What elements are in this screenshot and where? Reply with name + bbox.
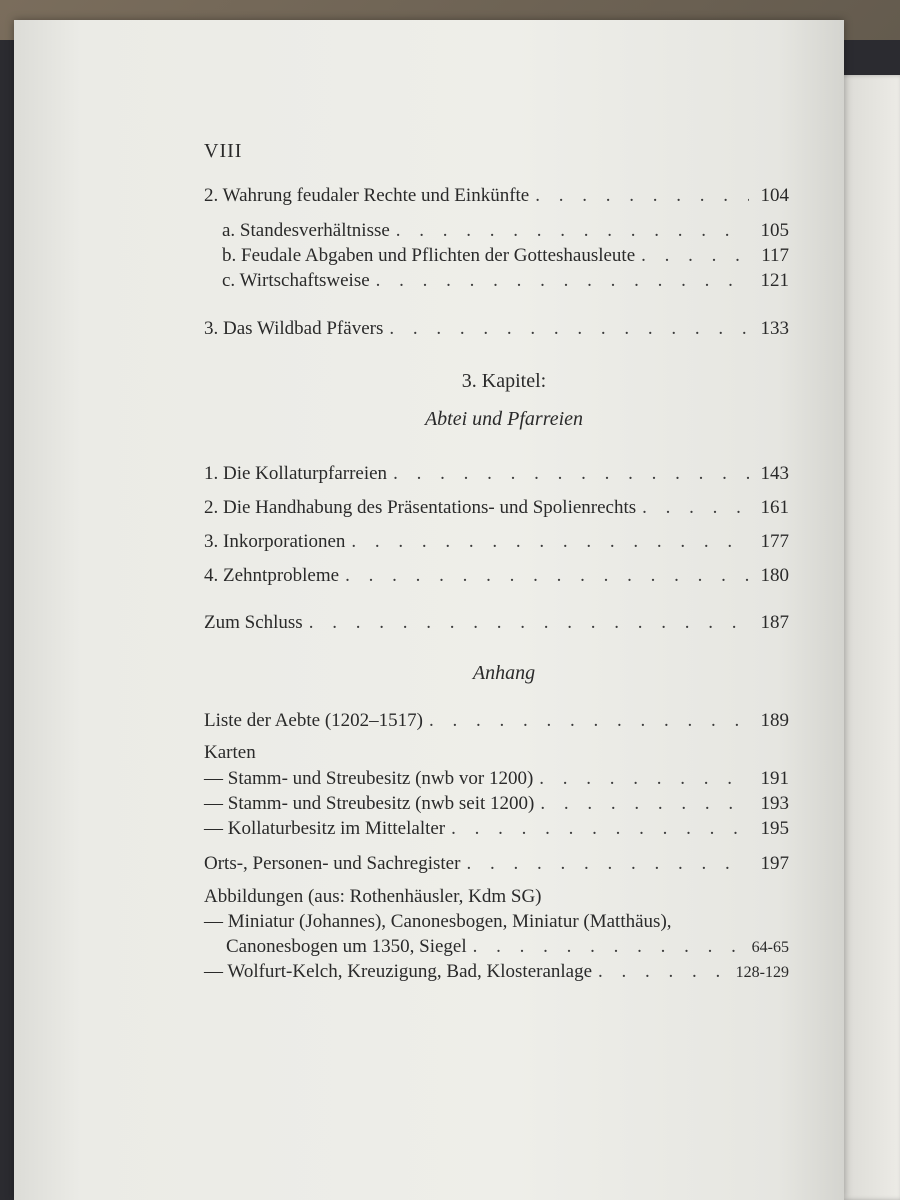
toc-entry-page: 117 bbox=[761, 245, 789, 266]
toc-entry-title: 3. Inkorporationen bbox=[204, 531, 346, 552]
dot-leader bbox=[466, 853, 749, 875]
chapter-label: 3. Kapitel: bbox=[461, 370, 547, 392]
toc-entry bbox=[222, 245, 789, 267]
toc-entry-title: 1. Die Kollaturpfarreien bbox=[204, 463, 388, 484]
toc-entry bbox=[204, 710, 789, 732]
dot-leader bbox=[396, 220, 749, 242]
toc-entry-title: Liste der Aebte (1202–1517) bbox=[204, 710, 423, 731]
toc-entry-title: b. Feudale Abgaben und Pflichten der Gotteshausleute bbox=[222, 245, 636, 266]
toc-entry-title: Zum Schluss bbox=[204, 612, 303, 633]
toc-entry bbox=[204, 531, 789, 553]
toc-entry bbox=[204, 853, 789, 875]
toc-entry-page: 187 bbox=[760, 612, 789, 633]
toc-entry bbox=[204, 565, 789, 587]
toc-entry-title: — Wolfurt-Kelch, Kreuzigung, Bad, Klosteranlage bbox=[204, 961, 593, 982]
toc-entry-page: 193 bbox=[760, 793, 789, 814]
toc-entry bbox=[204, 185, 789, 207]
dot-leader bbox=[393, 463, 749, 485]
toc-entry-page: 195 bbox=[760, 818, 789, 839]
chapter-title: Abtei und Pfarreien bbox=[424, 408, 584, 430]
toc-entry-title: Orts-, Personen- und Sachregister bbox=[204, 853, 461, 874]
dot-leader bbox=[376, 270, 749, 292]
dot-leader bbox=[451, 818, 749, 840]
toc-entry-page: 189 bbox=[760, 710, 789, 731]
illustrations-label: Abbildungen (aus: Rothenhäusler, Kdm SG) bbox=[204, 886, 542, 907]
toc-entry bbox=[226, 936, 789, 958]
toc-entry-title: 2. Die Handhabung des Präsentations- und Spolienrechts bbox=[204, 497, 637, 518]
toc-entry-page: 128-129 bbox=[735, 964, 789, 981]
toc-entry bbox=[204, 497, 789, 519]
dot-leader bbox=[535, 185, 749, 207]
toc-entry-title: a. Standesverhältnisse bbox=[222, 220, 390, 241]
toc-entry-title: — Stamm- und Streubesitz (nwb vor 1200) bbox=[204, 768, 534, 789]
toc-entry bbox=[204, 318, 789, 340]
toc-entry-title: 2. Wahrung feudaler Rechte und Einkünfte bbox=[204, 185, 530, 206]
toc-entry-title: 3. Das Wildbad Pfävers bbox=[204, 318, 384, 339]
toc-entry-page: 121 bbox=[760, 270, 789, 291]
toc-entry-page: 64-65 bbox=[751, 939, 789, 956]
dot-leader bbox=[539, 768, 749, 790]
dot-leader bbox=[309, 612, 749, 634]
dot-leader bbox=[540, 793, 749, 815]
toc-entry-title: — Kollaturbesitz im Mittelalter bbox=[204, 818, 446, 839]
dot-leader bbox=[641, 245, 749, 267]
appendix-title: Anhang bbox=[472, 662, 536, 684]
toc-entry-page: 133 bbox=[760, 318, 789, 339]
dot-leader bbox=[473, 936, 746, 958]
dot-leader bbox=[351, 531, 749, 553]
toc-entry bbox=[204, 612, 789, 634]
toc-entry-page: 191 bbox=[760, 768, 789, 789]
dot-leader bbox=[429, 710, 749, 732]
toc-entry-page: 105 bbox=[760, 220, 789, 241]
illustrations-line: — Miniatur (Johannes), Canonesbogen, Miniatur (Matthäus), bbox=[204, 911, 672, 932]
page-number: VIII bbox=[204, 140, 243, 162]
toc-entry bbox=[204, 818, 789, 840]
toc-entry bbox=[204, 463, 789, 485]
maps-label: Karten bbox=[204, 742, 256, 763]
toc-entry bbox=[204, 768, 789, 790]
toc-entry-page: 161 bbox=[760, 497, 789, 518]
dot-leader bbox=[642, 497, 749, 519]
dot-leader bbox=[598, 961, 730, 983]
toc-entry bbox=[204, 793, 789, 815]
toc-page bbox=[14, 20, 844, 1200]
toc-entry-title: c. Wirtschaftsweise bbox=[222, 270, 370, 291]
toc-entry-page: 104 bbox=[760, 185, 789, 206]
toc-entry-page: 143 bbox=[760, 463, 789, 484]
toc-entry-title: Canonesbogen um 1350, Siegel bbox=[226, 936, 467, 957]
toc-entry-title: — Stamm- und Streubesitz (nwb seit 1200) bbox=[204, 793, 535, 814]
toc-entry-page: 197 bbox=[760, 853, 789, 874]
toc-entry bbox=[222, 270, 789, 292]
toc-entry-title: 4. Zehntprobleme bbox=[204, 565, 340, 586]
dot-leader bbox=[345, 565, 749, 587]
toc-entry bbox=[222, 220, 789, 242]
toc-entry-page: 180 bbox=[760, 565, 789, 586]
toc-entry bbox=[204, 961, 789, 983]
toc-entry-page: 177 bbox=[760, 531, 789, 552]
dot-leader bbox=[389, 318, 749, 340]
